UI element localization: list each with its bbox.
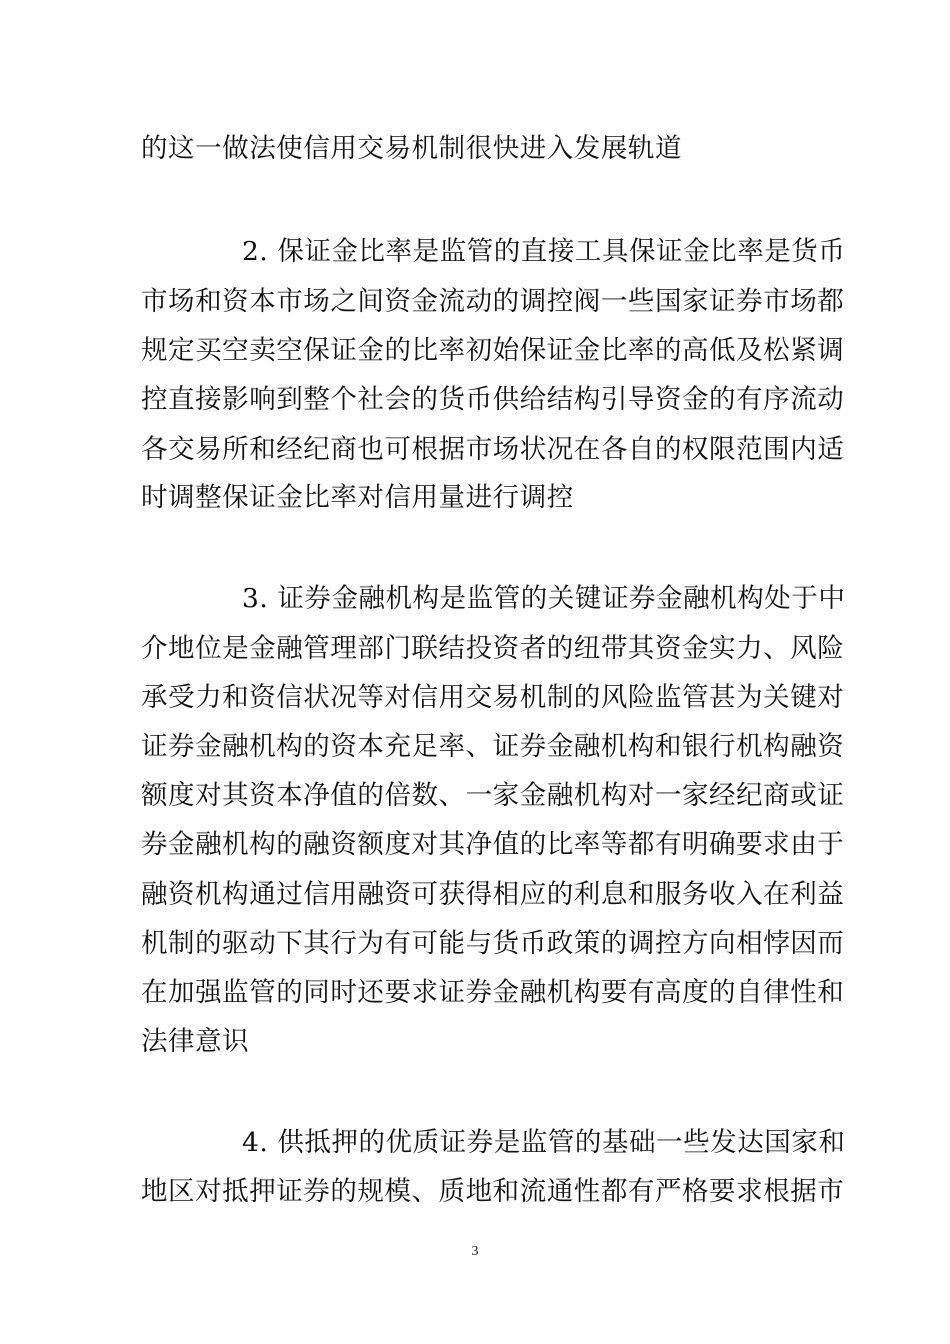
paragraph-3-line-7: 融资机构通过信用融资可获得相应的利息和服务收入在利益 bbox=[141, 879, 845, 910]
paragraph-3-line-5: 额度对其资本净值的倍数、一家金融机构对一家经纪商或证 bbox=[141, 780, 845, 811]
paragraph-3-line-1: 3. 证券金融机构是监管的关键证券金融机构处于中 bbox=[242, 583, 846, 614]
paragraph-2-line-5: 各交易所和经纪商也可根据市场状况在各自的权限范围内适 bbox=[141, 434, 845, 465]
paragraph-2-line-4: 控直接影响到整个社会的货币供给结构引导资金的有序流动 bbox=[141, 384, 845, 415]
paragraph-3-line-8: 机制的驱动下其行为有可能与货币政策的调控方向相悖因而 bbox=[141, 928, 845, 959]
paragraph-3-line-3: 承受力和资信状况等对信用交易机制的风险监管甚为关键对 bbox=[141, 682, 845, 713]
paragraph-3-line-6: 券金融机构的融资额度对其净值的比率等都有明确要求由于 bbox=[141, 829, 845, 860]
paragraph-2-line-1: 2. 保证金比率是监管的直接工具保证金比率是货币 bbox=[242, 236, 846, 267]
paragraph-3-line-10: 法律意识 bbox=[141, 1026, 250, 1057]
paragraph-2-line-2: 市场和资本市场之间资金流动的调控阀一些国家证券市场都 bbox=[141, 286, 845, 317]
paragraph-1-line-1: 的这一做法使信用交易机制很快进入发展轨道 bbox=[141, 133, 682, 164]
paragraph-3-line-9: 在加强监管的同时还要求证券金融机构要有高度的自律性和 bbox=[141, 977, 845, 1008]
paragraph-3-line-4: 证券金融机构的资本充足率、证券金融机构和银行机构融资 bbox=[141, 731, 845, 762]
paragraph-2-line-3: 规定买空卖空保证金的比率初始保证金比率的高低及松紧调 bbox=[141, 335, 845, 366]
paragraph-4-line-1: 4. 供抵押的优质证券是监管的基础一些发达国家和 bbox=[242, 1127, 846, 1158]
paragraph-4-line-2: 地区对抵押证券的规模、质地和流通性都有严格要求根据市 bbox=[141, 1176, 845, 1207]
paragraph-2-line-6: 时调整保证金比率对信用量进行调控 bbox=[141, 482, 574, 513]
paragraph-3-line-2: 介地位是金融管理部门联结投资者的纽带其资金实力、风险 bbox=[141, 633, 845, 664]
page-number: 3 bbox=[471, 1244, 479, 1259]
